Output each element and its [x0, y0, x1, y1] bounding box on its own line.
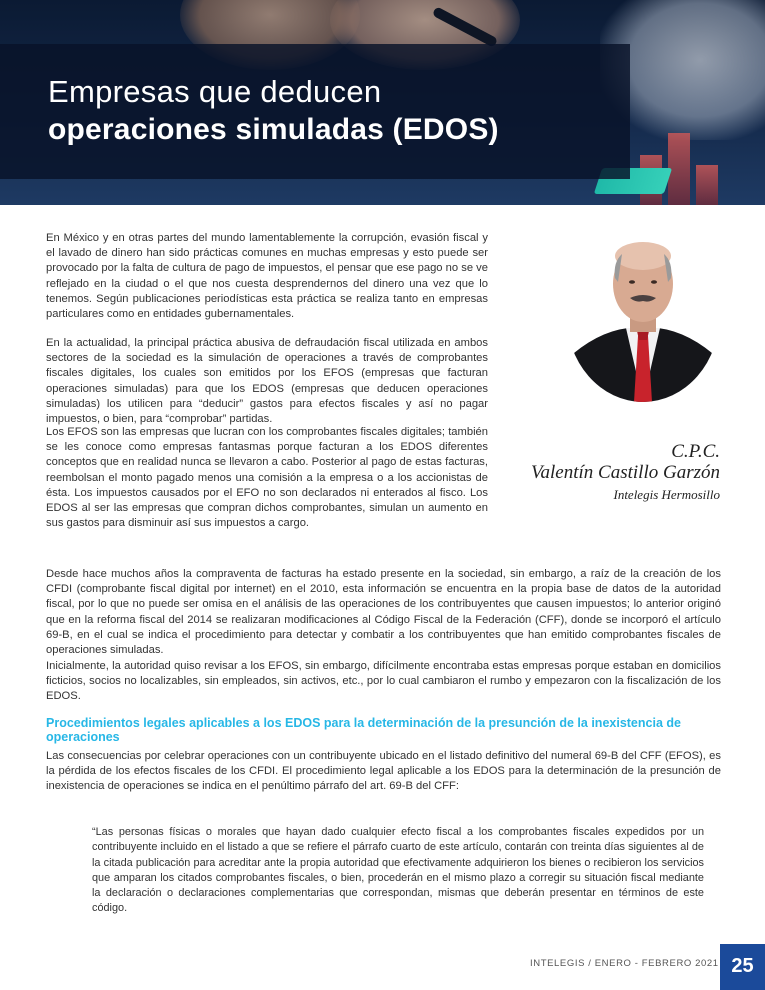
page-number: 25	[720, 944, 765, 990]
article-title-line2: operaciones simuladas (EDOS)	[48, 113, 499, 146]
legal-quote: “Las personas físicas o morales que hayan dado cualquier efecto fiscal a los comprobantes fiscales expedidos por un contribuyente incluido en el listado a que se refiere el párrafo cuarto de este artículo, contarán con treinta días siguientes al de la citada publicación para acreditar ante la propia autoridad que efectivamente adquirieron los bienes o recibieron los servicios que amparan los citados comprobantes fiscales, o bien, procederán en el mismo plazo a corregir su situación fiscal mediante la declaración o declaraciones complementarias que correspondan, mismas que deberán presentar en términos de este código.	[92, 826, 704, 915]
section-subheading: Procedimientos legales aplicables a los EDOS para la determinación de la presunción de la inexistencia de operaciones	[46, 716, 681, 744]
article-title-line1: Empresas que deducen	[48, 74, 382, 109]
author-affiliation: Intelegis Hermosillo	[613, 487, 720, 502]
paragraph-practice: En la actualidad, la principal práctica abusiva de defraudación fiscal utilizada en ambos sectores de la sociedad es la simulación de operaciones a través de comprobantes fiscales digitales, los cuales son emitidos por los EFOS (empresas que facturan operaciones simuladas) para que los EDOS (empresas que deducen operaciones simuladas) los utilicen para “deducir” gastos para efectos fiscales y así no pagar impuestos, o bien, para “comprobar” partidas.	[46, 337, 488, 426]
paragraph-consequences: Las consecuencias por celebrar operaciones con un contribuyente ubicado en el listado definitivo del numeral 69-B del CFF (EFOS), es la pérdida de los efectos fiscales de los CFDI. El procedimiento legal aplicable a los EDOS para la determinación de la presunción de inexistencia de operaciones se indica en el penúltimo párrafo del art. 69-B del CFF:	[46, 750, 721, 793]
paragraph-intro: En México y en otras partes del mundo lamentablemente la corrupción, evasión fiscal y el lavado de dinero han sido prácticas comunes en muchas empresas y esto puede ser provocado por la falta de cultura de pago de impuestos, el pensar que ese pago no se ve reflejado en la ciudad o el que nos cuesta desprendernos del dinero una vez que lo tenemos. Según publicaciones periodísticas esta práctica se realiza tanto en empresas particulares como en entidades gubernamentales.	[46, 232, 488, 321]
author-photo	[566, 232, 720, 402]
footer-issue: INTELEGIS / ENERO - FEBRERO 2021	[530, 958, 719, 969]
title-box	[0, 44, 630, 179]
paragraph-initially: Inicialmente, la autoridad quiso revisar a los EFOS, sin embargo, difícilmente encontraba estas empresas porque estaban en domicilios ficticios, socios no localizables, sin empleados, sin activos, etc., por lo cual cambiaron el rumbo y empezaron con la fiscalización de los EDOS.	[46, 660, 721, 703]
author-title: C.P.C.	[671, 441, 720, 462]
paragraph-efos: Los EFOS son las empresas que lucran con los comprobantes fiscales digitales; también se les conoce como empresas fantasmas porque facturan a los EDOS diferentes conceptos que en realidad nunca se llevaron a cabo. Posterior al pago de estas facturas, reembolsan el monto pagado menos una comisión a la empresa o a los accionistas de ésta. Los impuestos causados por el EFO no son declarados ni enterados al fisco. Los EDOS al ser las empresas que compran dichos comprobantes, simulan un aumento en sus gastos para disminuir así sus impuestos a cargo.	[46, 426, 488, 530]
banner-chart-bar	[696, 165, 718, 205]
paragraph-history: Desde hace muchos años la compraventa de facturas ha estado presente en la sociedad, sin embargo, a raíz de la creación de los CFDI (comprobante fiscal digital por internet) en el 2010, esta información se encuentra en la propia base de datos de la autoridad fiscal, por lo que no puede ser omisa en el análisis de las operaciones de los contribuyentes que causen impuestos; lo anterior originó que en la reforma fiscal del 2014 se realizaran modificaciones al Código Fiscal de la Federación (CFF), donde se incorporó el artículo 69-B, en el cual se indica el procedimiento para detectar y combatir a los contribuyentes que han emitido comprobantes fiscales de operaciones simuladas.	[46, 568, 721, 657]
author-name: Valentín Castillo Garzón	[531, 462, 720, 483]
